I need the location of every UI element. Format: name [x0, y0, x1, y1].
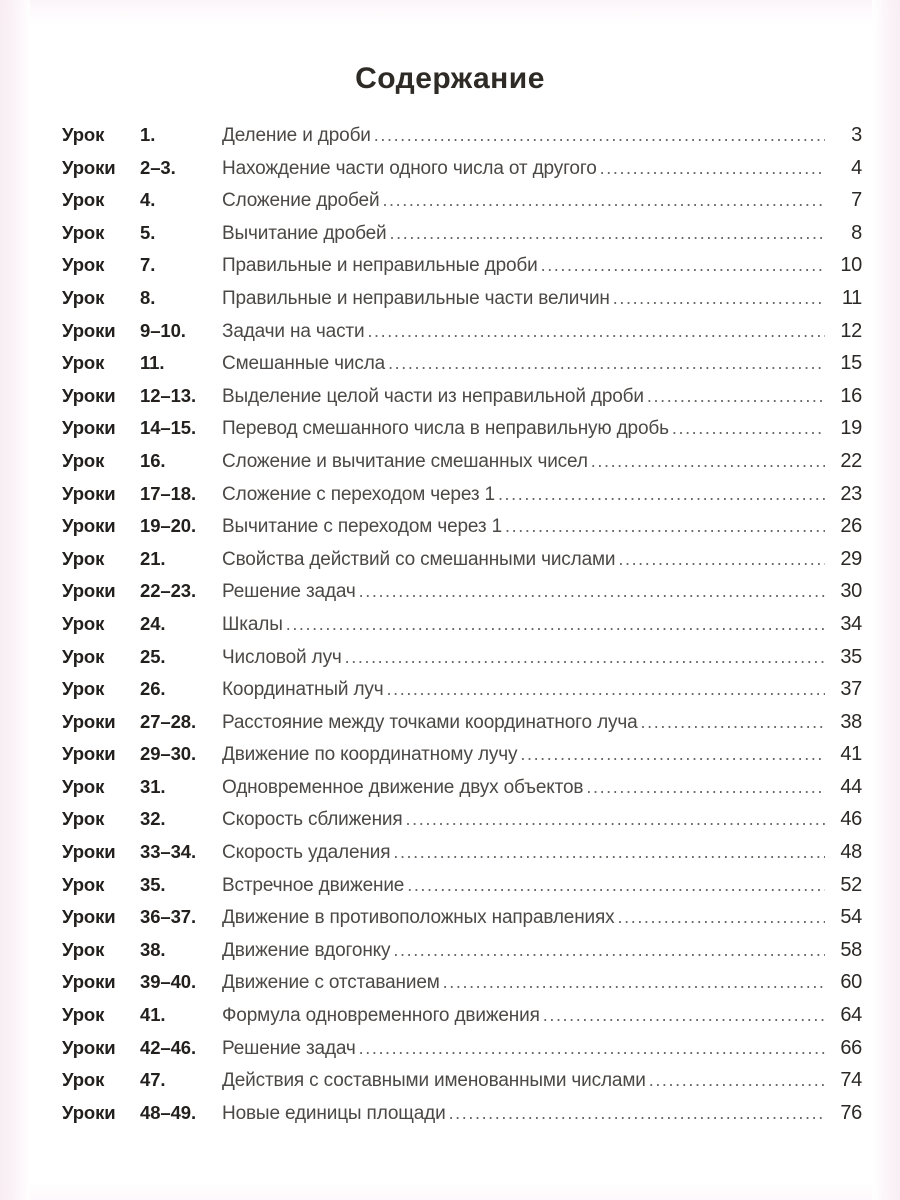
lesson-number: 8.: [140, 286, 156, 308]
toc-row[interactable]: [62, 971, 862, 1004]
dot-leader: [541, 255, 825, 274]
toc-page-number[interactable]: 66: [840, 1036, 862, 1059]
dot-leader: [498, 484, 825, 503]
toc-entry-title[interactable]: Действия с составными именованными числами: [222, 1070, 646, 1092]
dot-leader: [520, 744, 825, 763]
toc-entry: [222, 287, 862, 310]
toc-entry-title[interactable]: Скорость удаления: [222, 842, 391, 864]
toc-entry: [222, 450, 862, 473]
lesson-number: 21.: [140, 547, 166, 569]
toc-page-number[interactable]: 12: [840, 319, 862, 342]
toc-row[interactable]: [62, 352, 862, 385]
dot-leader: [505, 516, 825, 535]
toc-entry-title[interactable]: Движение по координатному лучу: [222, 744, 518, 766]
lesson-number: 12–13.: [140, 384, 196, 406]
lesson-number: 1.: [140, 124, 156, 145]
toc-entry-title[interactable]: Числовой луч: [222, 646, 342, 668]
toc-page-number[interactable]: 15: [840, 352, 862, 375]
toc-page-number[interactable]: 4: [851, 156, 862, 179]
toc-entry: [222, 743, 862, 766]
toc-entry: [222, 613, 862, 636]
toc-entry-title[interactable]: Перевод смешанного числа в неправильную дробь: [222, 418, 669, 440]
lesson-number: 7.: [140, 254, 156, 276]
toc-entry-title[interactable]: Формула одновременного движения: [222, 1005, 540, 1027]
toc-entry: [222, 971, 862, 994]
dot-leader: [359, 581, 825, 600]
toc-row[interactable]: [62, 906, 862, 939]
dot-leader: [449, 1103, 825, 1122]
toc-entry-title[interactable]: Сложение и вычитание смешанных чисел: [222, 450, 588, 472]
toc-entry: [222, 254, 862, 277]
toc-row[interactable]: [62, 678, 862, 711]
toc-page-number[interactable]: 11: [841, 286, 862, 309]
toc-row[interactable]: [62, 711, 862, 744]
toc-entry-title[interactable]: Правильные и неправильные части величин: [222, 287, 610, 309]
toc-row[interactable]: [62, 320, 862, 353]
lesson-number: 27–28.: [140, 710, 196, 732]
lesson-label: Урок: [62, 1004, 105, 1026]
toc-entry-title[interactable]: Расстояние между точками координатного луча: [222, 711, 638, 733]
toc-page-number[interactable]: 76: [840, 1101, 862, 1124]
toc-page-number[interactable]: 35: [840, 645, 862, 668]
lesson-label: Уроки: [62, 319, 116, 341]
lesson-number: 38.: [140, 938, 166, 960]
toc-page-number[interactable]: 37: [840, 678, 862, 701]
toc-page-number[interactable]: 3: [851, 124, 862, 146]
toc-entry-title[interactable]: Шкалы: [222, 613, 283, 635]
toc-row[interactable]: [62, 1102, 862, 1135]
toc-entry: [222, 711, 862, 734]
lesson-label: Урок: [62, 124, 105, 145]
toc-row[interactable]: [62, 548, 862, 581]
lesson-label: Урок: [62, 352, 105, 374]
lesson-label: Урок: [62, 449, 105, 471]
lesson-label: Урок: [62, 775, 105, 797]
toc-page-number[interactable]: 44: [840, 775, 862, 798]
toc-entry-title[interactable]: Вычитание с переходом через 1: [222, 516, 503, 538]
toc-entry: [222, 776, 862, 799]
lesson-label: Урок: [62, 1069, 105, 1091]
dot-leader: [613, 288, 825, 307]
lesson-number: 25.: [140, 645, 166, 667]
toc-entry-title[interactable]: Координатный луч: [222, 679, 384, 701]
page-title: Содержание: [355, 62, 545, 95]
dot-leader: [387, 679, 825, 698]
lesson-number: 47.: [140, 1069, 166, 1091]
toc-page-number[interactable]: 60: [840, 971, 862, 994]
toc-page-number[interactable]: 58: [840, 938, 862, 961]
lesson-label: Уроки: [62, 743, 116, 765]
toc-page-number[interactable]: 10: [840, 254, 862, 277]
lesson-label: Урок: [62, 286, 105, 308]
toc-page-number[interactable]: 29: [840, 547, 862, 570]
toc-entry: [222, 646, 862, 669]
lesson-number: 29–30.: [140, 743, 196, 765]
table-of-contents-list: [62, 124, 862, 1134]
dot-leader: [367, 321, 825, 340]
toc-row[interactable]: [62, 222, 862, 255]
toc-entry: [222, 417, 862, 440]
lesson-label: Урок: [62, 612, 105, 634]
dot-leader: [374, 125, 825, 144]
dot-leader: [393, 842, 825, 861]
toc-row[interactable]: [62, 613, 862, 646]
toc-page-number[interactable]: 8: [851, 221, 862, 244]
lesson-label: Уроки: [62, 580, 116, 602]
toc-entry: [222, 157, 862, 180]
lesson-number: 19–20.: [140, 515, 196, 537]
lesson-label: Уроки: [62, 482, 116, 504]
toc-entry-title[interactable]: Правильные и неправильные дроби: [222, 255, 538, 277]
toc-entry: [222, 483, 862, 506]
toc-entry-title[interactable]: Сложение с переходом через 1: [222, 483, 495, 505]
dot-leader: [543, 1005, 825, 1024]
lesson-label: Уроки: [62, 710, 116, 732]
toc-row[interactable]: [62, 841, 862, 874]
toc-entry-title[interactable]: Смешанные числа: [222, 353, 386, 375]
toc-entry: [222, 808, 862, 831]
toc-entry: [222, 124, 862, 147]
lesson-label: Урок: [62, 808, 105, 830]
lesson-number: 39–40.: [140, 971, 196, 993]
toc-entry: [222, 1004, 862, 1027]
dot-leader: [390, 223, 825, 242]
toc-entry: [222, 1037, 862, 1060]
toc-entry-title[interactable]: Решение задач: [222, 581, 356, 603]
toc-entry: [222, 385, 862, 408]
toc-page-number[interactable]: 22: [840, 449, 862, 472]
toc-entry-title[interactable]: Задачи на части: [222, 320, 365, 342]
toc-row[interactable]: [62, 646, 862, 679]
lesson-label: Уроки: [62, 906, 116, 928]
toc-page-number[interactable]: 34: [840, 612, 862, 635]
lesson-number: 5.: [140, 221, 156, 243]
lesson-number: 26.: [140, 678, 166, 700]
lesson-label: Уроки: [62, 156, 116, 178]
toc-page-number[interactable]: 48: [840, 841, 862, 864]
lesson-number: 35.: [140, 873, 166, 895]
toc-page-number[interactable]: 52: [840, 873, 862, 896]
dot-leader: [641, 712, 825, 731]
toc-entry-title[interactable]: Одновременное движение двух объектов: [222, 776, 584, 798]
dot-leader: [286, 614, 825, 633]
lesson-number: 2–3.: [140, 156, 176, 178]
lesson-label: Уроки: [62, 515, 116, 537]
lesson-number: 36–37.: [140, 906, 196, 928]
lesson-number: 33–34.: [140, 841, 196, 863]
lesson-label: Уроки: [62, 384, 116, 406]
toc-row[interactable]: [62, 743, 862, 776]
toc-entry-title[interactable]: Движение в противоположных направлениях: [222, 907, 615, 929]
toc-page-number[interactable]: 7: [851, 189, 862, 212]
lesson-number: 42–46.: [140, 1036, 196, 1058]
toc-entry-title[interactable]: Деление и дроби: [222, 125, 371, 146]
toc-row[interactable]: [62, 939, 862, 972]
toc-entry: [222, 939, 862, 962]
toc-entry: [222, 874, 862, 897]
toc-page-number[interactable]: 54: [840, 906, 862, 929]
dot-leader: [600, 158, 825, 177]
toc-page-number[interactable]: 19: [840, 417, 862, 440]
dot-leader: [586, 777, 825, 796]
lesson-number: 14–15.: [140, 417, 196, 439]
toc-entry-title[interactable]: Сложение дробей: [222, 190, 380, 212]
lesson-number: 31.: [140, 775, 166, 797]
dot-leader: [647, 386, 825, 405]
toc-entry: [222, 222, 862, 245]
toc-entry-title[interactable]: Новые единицы площади: [222, 1102, 446, 1124]
toc-page-number[interactable]: 64: [840, 1004, 862, 1027]
toc-row[interactable]: [62, 254, 862, 287]
dot-leader: [406, 809, 825, 828]
toc-entry: [222, 678, 862, 701]
toc-entry-title[interactable]: Решение задач: [222, 1037, 356, 1059]
lesson-label: Уроки: [62, 1036, 116, 1058]
dot-leader: [443, 972, 825, 991]
lesson-number: 41.: [140, 1004, 166, 1026]
toc-page-number[interactable]: 46: [840, 808, 862, 831]
toc-row[interactable]: [62, 1037, 862, 1070]
dot-leader: [382, 190, 825, 209]
toc-entry-title[interactable]: Движение вдогонку: [222, 939, 391, 961]
lesson-number: 4.: [140, 189, 156, 211]
toc-entry: [222, 1069, 862, 1092]
toc-entry: [222, 320, 862, 343]
lesson-label: Урок: [62, 938, 105, 960]
toc-page-number[interactable]: 26: [840, 515, 862, 538]
lesson-label: Урок: [62, 645, 105, 667]
toc-row[interactable]: [62, 417, 862, 450]
lesson-label: Урок: [62, 678, 105, 700]
lesson-label: Уроки: [62, 1101, 116, 1123]
toc-row[interactable]: [62, 385, 862, 418]
toc-entry: [222, 841, 862, 864]
dot-leader: [345, 647, 825, 666]
toc-page-number[interactable]: 30: [840, 580, 862, 603]
dot-leader: [359, 1038, 825, 1057]
dot-leader: [591, 451, 825, 470]
toc-row[interactable]: [62, 808, 862, 841]
toc-row[interactable]: [62, 124, 862, 157]
toc-entry-title[interactable]: Скорость сближения: [222, 809, 403, 831]
lesson-label: Урок: [62, 221, 105, 243]
lesson-label: Урок: [62, 189, 105, 211]
toc-row[interactable]: [62, 157, 862, 190]
dot-leader: [618, 549, 825, 568]
toc-row[interactable]: [62, 450, 862, 483]
toc-row[interactable]: [62, 1069, 862, 1102]
lesson-label: Урок: [62, 873, 105, 895]
toc-entry: [222, 580, 862, 603]
lesson-label: Уроки: [62, 841, 116, 863]
toc-entry-title[interactable]: Свойства действий со смешанными числами: [222, 548, 616, 570]
toc-row[interactable]: [62, 483, 862, 516]
lesson-label: Урок: [62, 547, 105, 569]
toc-entry: [222, 189, 862, 212]
lesson-number: 11.: [140, 352, 165, 374]
lesson-number: 48–49.: [140, 1101, 196, 1123]
toc-page-number[interactable]: 74: [840, 1069, 862, 1092]
lesson-label: Уроки: [62, 971, 116, 993]
lesson-number: 9–10.: [140, 319, 186, 341]
toc-page-number[interactable]: 16: [840, 384, 862, 407]
dot-leader: [393, 940, 825, 959]
toc-entry: [222, 352, 862, 375]
toc-row[interactable]: [62, 515, 862, 548]
toc-entry-title[interactable]: Нахождение части одного числа от другого: [222, 157, 597, 179]
toc-row[interactable]: [62, 874, 862, 907]
lesson-label: Урок: [62, 254, 105, 276]
toc-page-number[interactable]: 38: [840, 710, 862, 733]
toc-entry: [222, 1102, 862, 1125]
toc-entry: [222, 515, 862, 538]
toc-entry-title[interactable]: Встречное движение: [222, 874, 405, 896]
lesson-label: Уроки: [62, 417, 116, 439]
dot-leader: [672, 418, 825, 437]
dot-leader: [407, 875, 825, 894]
toc-entry: [222, 548, 862, 571]
toc-entry: [222, 906, 862, 929]
toc-row[interactable]: [62, 287, 862, 320]
lesson-number: 17–18.: [140, 482, 196, 504]
toc-page-number[interactable]: 41: [840, 743, 862, 766]
toc-entry-title[interactable]: Вычитание дробей: [222, 222, 387, 244]
dot-leader: [649, 1070, 825, 1089]
dot-leader: [388, 353, 825, 372]
toc-row[interactable]: [62, 189, 862, 222]
lesson-number: 22–23.: [140, 580, 196, 602]
lesson-number: 24.: [140, 612, 166, 634]
dot-leader: [618, 907, 825, 926]
toc-row[interactable]: [62, 580, 862, 613]
toc-row[interactable]: [62, 776, 862, 809]
lesson-number: 32.: [140, 808, 166, 830]
toc-page-number[interactable]: 23: [840, 482, 862, 505]
toc-entry-title[interactable]: Выделение целой части из неправильной дроби: [222, 385, 644, 407]
toc-entry-title[interactable]: Движение с отставанием: [222, 972, 440, 994]
toc-row[interactable]: [62, 1004, 862, 1037]
lesson-number: 16.: [140, 449, 166, 471]
